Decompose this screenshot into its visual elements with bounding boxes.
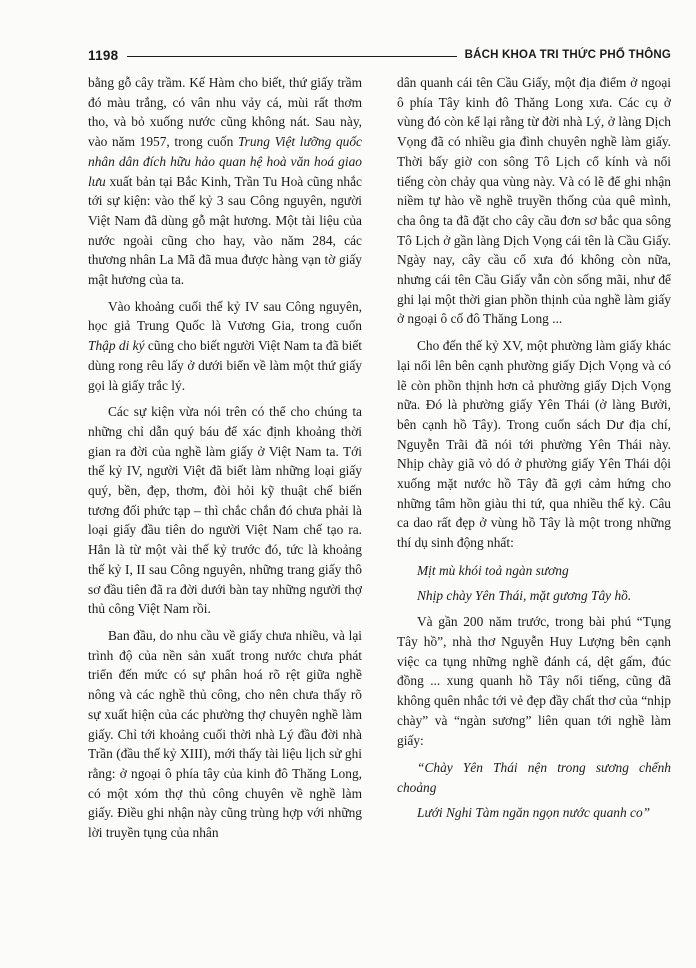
paragraph: Và gần 200 năm trước, trong bài phú “Tụng Tây hồ”, nhà thơ Nguyễn Huy Lượng bên cạnh việc ca tụng những nghề đánh cá, dệt gấm, đúc đồng ... xung quanh hồ Tây nổi tiếng, cũng đã không quên nhắc tới vẻ đẹp đầy chất thơ của “nhịp chày” và “ngàn sương” liên quan tới nghề làm giấy: — [397, 614, 671, 748]
paragraph: dân quanh cái tên Cầu Giấy, một địa điểm ở ngoại ô phía Tây kinh đô Thăng Long xưa. Các cụ ở vùng đó còn kể lại rằng từ đời nhà Lý, ở làng Dịch Vọng đã có nhiều gia đình chuyên nghề làm giấy. Thời bấy giờ con sông Tô Lịch cổ kính và nổi tiếng còn chảy qua vùng này. Và có lẽ để ghi nhận niềm tự hào về nghề truyền thống của quê mình, cha ông ta đã đặt cho cây cầu đơn sơ bắc qua sông Tô Lịch ở gần làng Dịch Vọng cái tên là Cầu Giấy. Ngày nay, cây cầu cổ xưa đó không còn nữa, nhưng cái tên Cầu Giấy vẫn còn sống mãi, như để ghi lại một thời gian phồn thịnh của nghề làm giấy ở ngoại ô cố đô Thăng Long ... — [397, 75, 671, 327]
verse-line: Mịt mù khói toả ngàn sương — [417, 562, 569, 578]
right-column — [397, 73, 671, 943]
page-number: 1198 — [88, 47, 119, 63]
verse-line: Lưới Nghi Tàm ngăn ngọn nước quanh co” — [417, 804, 651, 820]
paragraph: Ban đầu, do nhu cầu về giấy chưa nhiều, và lại trình độ của nền sản xuất trong nước chưa phát triển đến mức có sự phân hoá rõ rệt giữa nghề nông và các nghề thủ công, cho nên chưa thấy rõ sự xuất hiện của các phường thợ chuyên nghề làm giấy. Chỉ tới khoảng cuối thời nhà Lý đầu đời nhà Trần (đầu thế kỷ XIII), mới thấy tài liệu lịch sử ghi rằng: ở ngoại ô phía tây của kinh đô Thăng Long, có một xóm thợ thủ công chuyên về nghề làm giấy. Điều ghi nhận này cũng trùng hợp với những lời truyền tụng của nhân — [88, 627, 362, 841]
page-header — [88, 46, 671, 64]
book-title-italic: Trung Việt lưỡng quốc nhân dân đích hữu hảo quan hệ hoà văn hoá giao lưu — [88, 134, 362, 189]
paragraph: bằng gỗ cây trầm. Kế Hàm cho biết, thứ giấy trầm đó màu trắng, có vân nhu vảy cá, mùi rất thơm tho, và bỏ xuống nước cũng không nát. Sau này, vào năm 1957, trong cuốn Trung Việt lưỡng quốc nhân dân đích hữu hảo quan hệ hoà văn hoá giao lưu xuất bản tại Bắc Kinh, Trần Tu Hoà cũng nhắc tới sự kiện: vào thế kỷ 3 sau Công nguyên, người Việt Nam đã dùng gỗ mật hương. Một tài liệu của nước ngoài cũng cho hay, vào năm 284, các thương nhân La Mã đã mua được hàng vạn tờ giấy mật hương của ta. — [88, 75, 362, 288]
book-title-italic: Thập di ký — [88, 338, 145, 354]
verse-line: “Chày Yên Thái nện trong sương chểnh choảng — [397, 760, 671, 795]
left-column — [88, 73, 362, 943]
header-rule — [127, 56, 457, 57]
book-title: BÁCH KHOA TRI THỨC PHỔ THÔNG — [464, 49, 671, 61]
verse-line: Nhịp chày Yên Thái, mặt gương Tây hồ. — [417, 587, 632, 603]
paragraph: Các sự kiện vừa nói trên có thể cho chúng ta những chỉ dẫn quý báu để xác định khoảng thời gian ra đời của nghề làm giấy ở Việt Nam ta. Tới thế kỷ IV, người Việt đã biết làm những loại giấy quý, bền, đẹp, thơm, đòi hỏi kỹ thuật chế biến tương đối phức tạp – thì chắc chắn đó chưa phải là loại giấy đầu tiên do người Việt Nam chế tạo ra. Hẳn là từ một vài thế kỷ trước đó, tức là khoảng thế kỷ I, II sau Công nguyên, những trang giấy thô sơ đầu tiên đã ra đời dưới bàn tay những người thợ thủ công Việt Nam rồi. — [88, 404, 362, 617]
paragraph: Cho đến thế kỷ XV, một phường làm giấy khác lại nổi lên bên cạnh phường giấy Dịch Vọng và có lẽ còn phồn thịnh hơn cả phường giấy Dịch Vọng nữa. Đó là phường giấy Yên Thái (ở làng Bưởi, bên cạnh hồ Tây). Trong cuốn sách Dư địa chí, Nguyễn Trãi đã nói tới phường Yên Thái này. Nhịp chày giã vỏ dó ở phường giấy Yên Thái dội xuống mặt nước hồ Tây đã gợi cảm hứng cho những tâm hồn giàu thi tứ, qua nhiều thế kỷ. Câu ca dao rất đẹp ở vùng hồ Tây là một trong những thí dụ sinh động nhất: — [397, 338, 671, 551]
paragraph: Vào khoảng cuối thế kỷ IV sau Công nguyên, học giả Trung Quốc là Vương Gia, trong cuốn Thập di ký cũng cho biết người Việt Nam ta đã biết dùng rong rêu lấy ở dưới biển về làm một thứ giấy gọi là giấy trắc lý. — [88, 298, 362, 393]
